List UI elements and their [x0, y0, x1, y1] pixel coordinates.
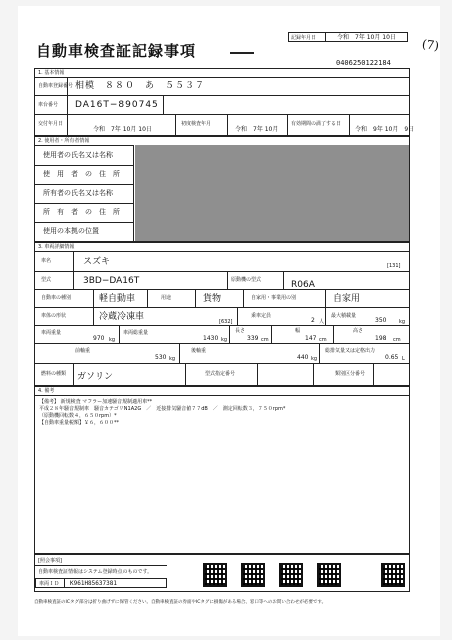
vehicle-id-number: DA16T−890745	[75, 100, 159, 110]
issue-date: 令和 7年 10月 10日	[93, 126, 152, 133]
vehicle-weight: 970	[93, 335, 105, 342]
use-label: 用途	[161, 295, 172, 301]
type-no-label: 型式指定番号	[205, 371, 236, 377]
section-heading: 3. 車両詳細情報	[38, 244, 75, 250]
class-no-label: 類別区分番号	[335, 371, 366, 377]
model-label: 型式	[41, 277, 52, 283]
vehicle-detail-section	[34, 242, 410, 386]
basic-info-section	[34, 68, 415, 136]
reg-no-label: 自動車登録番号	[38, 83, 74, 89]
fuel-type: ガソリン	[77, 372, 114, 382]
inspection-record-sheet	[18, 6, 440, 636]
document-number: 0406250122184	[336, 59, 391, 67]
document-title: 自動車検査証記録事項	[36, 42, 197, 60]
length-label: 長さ	[235, 328, 246, 334]
kg-unit: kg	[109, 337, 116, 343]
footer-section	[34, 554, 410, 592]
dash-mark	[230, 52, 254, 54]
width: 147	[305, 335, 317, 342]
remark-line: 平成２８年騒音規制車 騒音カテゴリN1A2G ／ 近接排気騒音値７７dB ／ 測定回転数３，７５０rpm*	[39, 406, 286, 412]
maker-label: 車名	[41, 258, 52, 264]
expiry-date: 令和 9年 10月 9日	[355, 126, 415, 133]
redacted-area	[135, 145, 409, 241]
capacity-unit: 人	[319, 319, 325, 325]
fuel-label: 燃料の種類	[41, 371, 67, 377]
user-name-label: 使用者の氏名又は名称	[43, 151, 113, 159]
height-label: 高さ	[353, 328, 364, 334]
vehicle-kind: 軽自動車	[99, 294, 136, 304]
remarks-section	[34, 386, 410, 554]
margin-note: (7)	[421, 36, 440, 54]
qr-code-2	[241, 563, 265, 587]
displacement: 0.65	[385, 354, 399, 361]
kind-label: 自動車の種別	[41, 295, 72, 301]
expiry-label: 有効期間の満了する日	[291, 121, 342, 127]
kg-unit: kg	[399, 319, 406, 325]
remark-line: 【備考】 新規検査 マフラー加速騒音規制適用車**	[39, 399, 153, 405]
section-heading: 4. 備考	[38, 388, 55, 394]
vehicle-id-value: K961H85637381	[70, 580, 117, 587]
displacement-label: 総排気量又は定格出力	[325, 348, 376, 354]
cm-unit: cm	[319, 337, 327, 343]
user-address-label: 使 用 者 の 住 所	[43, 170, 120, 178]
owner-name-label: 所有者の氏名又は名称	[43, 189, 113, 197]
vehicle-use: 貨物	[203, 294, 222, 304]
front-axle-label: 前軸重	[75, 348, 91, 354]
litre-unit: L	[402, 356, 405, 362]
vehicle-id-box	[35, 578, 167, 588]
body-code: [632]	[219, 319, 233, 325]
weight-label: 車両重量	[41, 330, 62, 336]
first-registration: 令和 7年 10月	[235, 126, 279, 133]
vin-label: 車台番号	[38, 102, 59, 108]
length: 339	[247, 335, 259, 342]
section-heading: 2. 使用者・所有者情報	[38, 138, 90, 144]
gross-weight: 1430	[203, 335, 219, 342]
kg-unit: kg	[169, 356, 176, 362]
rear-axle-weight: 440	[297, 354, 309, 361]
engine-model: R06A	[291, 280, 315, 290]
record-date-box	[288, 32, 408, 42]
first-reg-label: 初度検査年月	[181, 121, 212, 127]
issue-date-label: 交付年月日	[38, 121, 64, 127]
model: 3BD−DA16T	[83, 276, 140, 286]
info-label: [照会事項]	[38, 558, 62, 564]
kg-unit: kg	[221, 337, 228, 343]
cm-unit: cm	[393, 337, 401, 343]
maker-code: [131]	[387, 263, 401, 269]
remark-line: （原動機回転数４，６５０rpm）*	[39, 413, 117, 419]
max-load: 350	[375, 317, 387, 324]
engine-label: 原動機の型式	[231, 277, 262, 283]
qr-code-5	[381, 563, 405, 587]
capacity: 2	[311, 317, 315, 324]
base-location-label: 使用の本拠の位置	[43, 227, 99, 235]
section-heading: 1. 基本情報	[38, 70, 65, 76]
qr-code-4	[317, 563, 341, 587]
body-label: 車体の形状	[41, 313, 67, 319]
qr-code-1	[203, 563, 227, 587]
footer-notice: 自動車検査証のICタグ部分は折り曲げずに保管ください。自動車検査証の券面やICタグに損傷がある場合、窓口等へのお問い合わせが必要です。	[34, 600, 327, 605]
qr-code-3	[279, 563, 303, 587]
capacity-label: 乗車定員	[251, 313, 272, 319]
width-label: 幅	[295, 328, 301, 334]
gross-label: 車両総重量	[123, 330, 149, 336]
private-label: 自家用・事業用の別	[251, 295, 297, 301]
maxload-label: 最大積載量	[331, 313, 357, 319]
record-date: 令和 7年 10月 10日	[337, 34, 396, 41]
cm-unit: cm	[261, 337, 269, 343]
private-or-business: 自家用	[333, 294, 361, 304]
height: 198	[375, 335, 387, 342]
info-line: 自動車検査証情報はシステム登録時点のものです。	[38, 569, 153, 575]
kg-unit: kg	[311, 356, 318, 362]
registration-number: 相模 ８８０ あ ５５３７	[75, 81, 206, 91]
front-axle-weight: 530	[155, 354, 167, 361]
record-date-label: 記録年月日	[291, 35, 317, 41]
owner-address-label: 所 有 者 の 住 所	[43, 208, 120, 216]
maker: スズキ	[83, 257, 111, 267]
remark-line: 【自動車重量税額】￥６，６００**	[39, 420, 120, 426]
rear-axle-label: 後軸重	[191, 348, 207, 354]
user-owner-section	[34, 136, 410, 242]
vehicle-id-label: 車両ＩＤ	[39, 581, 60, 587]
body-shape: 冷蔵冷凍車	[99, 312, 145, 322]
